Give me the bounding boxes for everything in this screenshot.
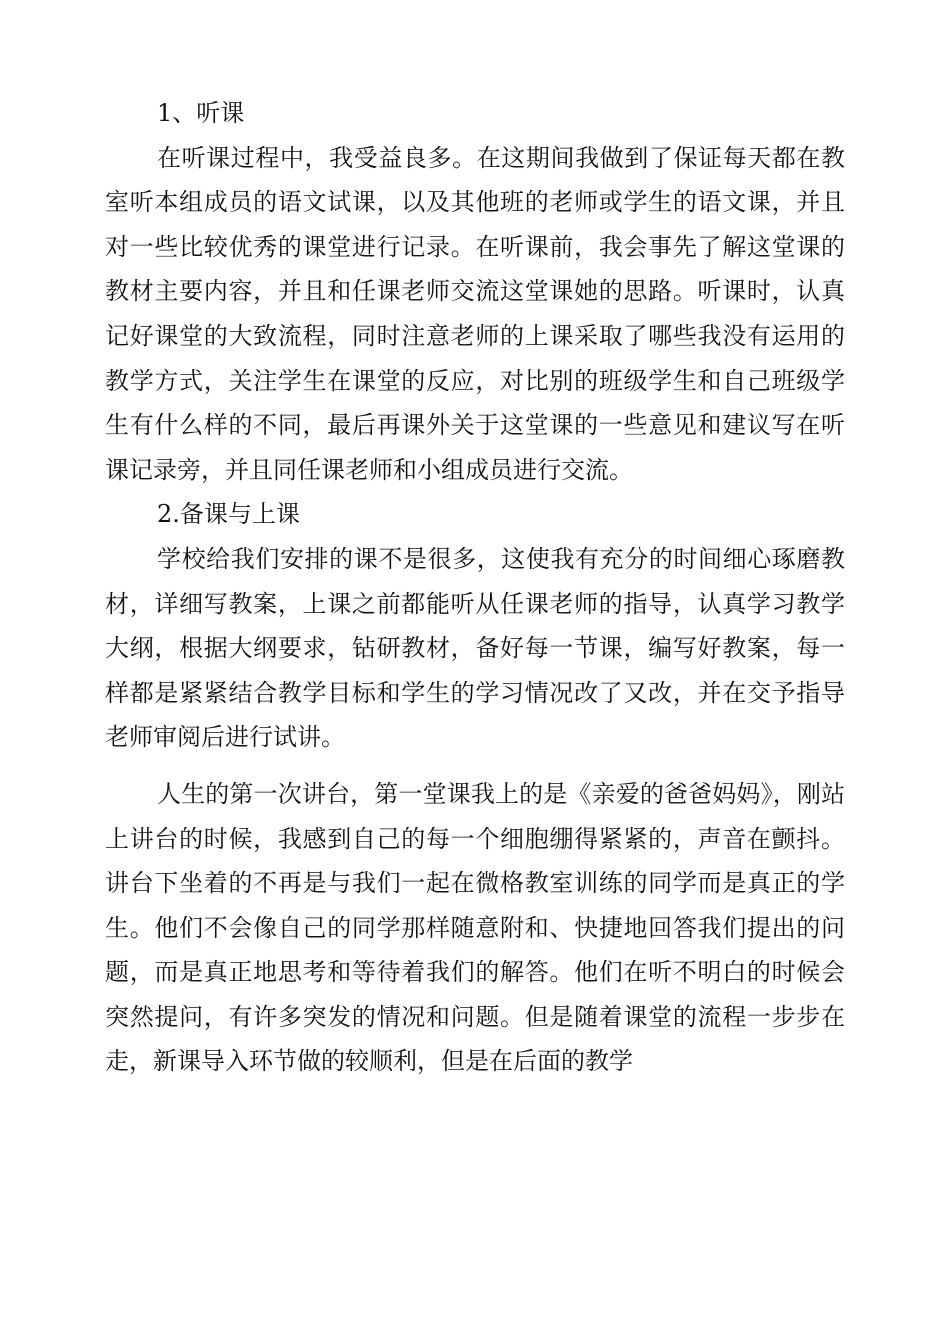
paragraph-preparing: 学校给我们安排的课不是很多，这使我有充分的时间细心琢磨教材，详细写教案，上课之前都能听从任课老师的指导，认真学习教学大纲，根据大纲要求，钻研教材，备好每一节课，编写好教案，每一样都是紧紧结合教学目标和学生的学习情况改了又改，并在交予指导老师审阅后进行试讲。 xyxy=(105,544,845,752)
section-heading-listening: 1、听课 xyxy=(157,99,245,127)
document-body xyxy=(105,91,845,1084)
paragraph-listening: 在听课过程中，我受益良多。在这期间我做到了保证每天都在教室听本组成员的语文试课，以及其他班的老师或学生的语文课，并且对一些比较优秀的课堂进行记录。在听课前，我会事先了解这堂课的教材主要内容，并且和任课老师交流这堂课她的思路。听课时，认真记好课堂的大致流程，同时注意老师的上课采取了哪些我没有运用的教学方式，关注学生在课堂的反应，对比别的班级学生和自己班级学生有什么样的不同，最后再课外关于这堂课的一些意见和建议写在听课记录旁，并且同任课老师和小组成员进行交流。 xyxy=(105,143,845,484)
section-heading-preparing: 2.备课与上课 xyxy=(157,500,300,529)
paragraph-first-class: 人生的第一次讲台，第一堂课我上的是《亲爱的爸爸妈妈》，刚站上讲台的时候，我感到自己的每一个细胞绷得紧紧的，声音在颤抖。讲台下坐着的不再是与我们一起在微格教室训练的同学而是真正的学生。他们不会像自己的同学那样随意附和、快捷地回答我们提出的问题，而是真正地思考和等待着我们的解答。他们在听不明白的时候会突然提问，有许多突发的情况和问题。但是随着课堂的流程一步步在走，新课导入环节做的较顺利，但是在后面的教学 xyxy=(105,779,845,1076)
